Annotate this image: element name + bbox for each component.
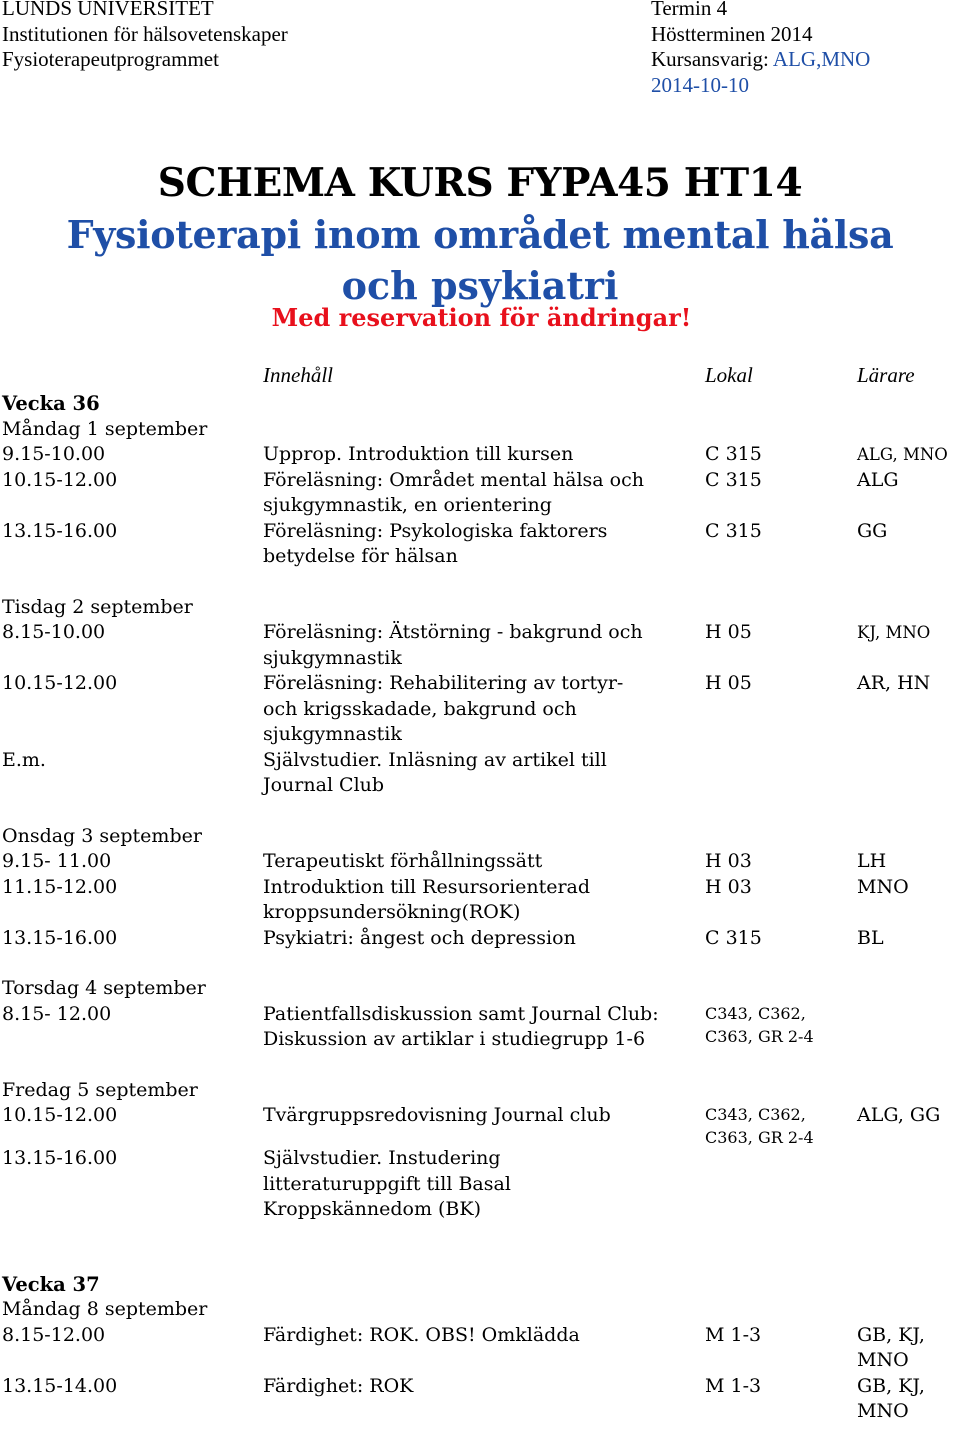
teacher-cell: ALG, MNO (857, 445, 948, 464)
course-responsible-names: ALG,MNO (772, 47, 871, 71)
room-cell (705, 1103, 845, 1149)
content-cell: Föreläsning: Området mental hälsa och sjukgymnastik, en orientering (263, 468, 644, 516)
schedule-row (0, 1002, 960, 1053)
schedule-row (0, 519, 960, 570)
content-cell: Tvärgruppsredovisning Journal club (263, 1104, 611, 1126)
spacer (0, 570, 960, 595)
schedule-row (0, 1146, 960, 1223)
teacher-cell: GB, KJ, MNO (857, 1323, 925, 1371)
room-cell: M 1-3 (705, 1374, 762, 1397)
room-cell: C 315 (705, 443, 762, 465)
time-cell: 13.15-16.00 (2, 926, 118, 949)
time-cell: 9.15-10.00 (2, 443, 106, 465)
schedule-row (0, 1374, 960, 1422)
teacher-cell: GB, KJ, MNO (857, 1374, 925, 1422)
room-cell: H 03 (705, 850, 752, 872)
content-cell: Terapeutiskt förhållningssätt (263, 850, 543, 872)
spacer (0, 1223, 960, 1248)
course-title-line1: Fysioterapi inom området mental hälsa (66, 212, 894, 257)
room-cell-text: C343, C362, C363, GR 2-4 (705, 1003, 814, 1046)
document-date: 2014-10-10 (651, 72, 749, 97)
column-header-room: Lokal (705, 363, 753, 387)
content-cell: Självstudier. Instudering litteraturuppgift till Basal Kroppskännedom (BK) (263, 1147, 511, 1220)
time-cell: 13.15-16.00 (2, 1147, 118, 1169)
course-responsible-label: Kursansvarig: (651, 47, 773, 71)
time-cell: 10.15-12.00 (2, 672, 118, 694)
schedule-row (0, 849, 960, 875)
time-cell: E.m. (2, 748, 46, 771)
course-responsible (651, 47, 870, 73)
day-heading: Måndag 1 september (2, 417, 208, 440)
time-cell: 11.15-12.00 (2, 875, 118, 898)
schedule-row (0, 1323, 960, 1374)
week-heading: Vecka 36 (2, 392, 100, 415)
schedule-row (0, 926, 960, 952)
spacer (0, 799, 960, 824)
content-cell: Upprop. Introduktion till kursen (263, 443, 574, 465)
spacer (0, 1053, 960, 1078)
content-cell: Introduktion till Resursorienterad kroppsundersökning(ROK) (263, 875, 591, 923)
course-title-line2: och psykiatri (341, 263, 619, 308)
day-heading: Torsdag 4 september (2, 977, 206, 999)
teacher-cell: AR, HN (857, 672, 931, 694)
institution-name: Institutionen för hälsovetenskaper (2, 21, 288, 46)
time-cell: 8.15-12.00 (2, 1323, 106, 1346)
schedule-row (0, 468, 960, 519)
teacher-cell: MNO (857, 875, 909, 898)
column-headers (0, 363, 960, 391)
schedule-row (0, 875, 960, 926)
semester: Höstterminen 2014 (651, 21, 813, 46)
schedule-title: SCHEMA KURS FYPA45 HT14 (157, 160, 803, 206)
day-heading: Måndag 8 september (2, 1298, 208, 1320)
teacher-cell: LH (857, 850, 887, 872)
content-cell: Föreläsning: Rehabilitering av tortyr- och krigsskadade, bakgrund och sjukgymnastik (263, 672, 624, 745)
time-cell: 9.15- 11.00 (2, 850, 112, 872)
content-cell: Föreläsning: Psykologiska faktorers betydelse för hälsan (263, 519, 608, 567)
time-cell: 8.15-10.00 (2, 621, 106, 643)
content-cell: Färdighet: ROK. OBS! Omklädda (263, 1323, 580, 1346)
content-cell: Självstudier. Inläsning av artikel till Journal Club (263, 748, 607, 796)
content-cell: Patientfallsdiskussion samt Journal Club: Diskussion av artiklar i studiegrupp 1-6 (263, 1002, 659, 1050)
room-cell: M 1-3 (705, 1323, 762, 1346)
schedule (0, 363, 960, 1422)
program-name: Fysioterapeutprogrammet (2, 47, 219, 71)
room-cell: H 05 (705, 621, 752, 643)
schedule-row (0, 671, 960, 748)
room-cell: C 315 (705, 926, 762, 949)
teacher-cell: ALG (857, 468, 899, 491)
spacer (0, 1248, 960, 1272)
room-cell: H 05 (705, 672, 752, 694)
column-header-teacher: Lärare (857, 363, 915, 387)
room-cell-text: C343, C362, C363, GR 2-4 (705, 1105, 814, 1147)
room-cell (705, 1002, 845, 1048)
time-cell: 13.15-14.00 (2, 1374, 118, 1397)
room-cell: H 03 (705, 875, 752, 898)
teacher-cell: KJ, MNO (857, 623, 931, 642)
content-cell: Färdighet: ROK (263, 1374, 414, 1397)
schedule-row (0, 748, 960, 799)
day-heading: Fredag 5 september (2, 1078, 198, 1101)
university-name: LUNDS UNIVERSITET (2, 0, 214, 20)
term: Termin 4 (651, 0, 728, 20)
course-header (651, 0, 870, 98)
institution-header (2, 0, 288, 73)
column-header-content: Innehåll (263, 363, 333, 387)
title-block (0, 157, 960, 333)
room-cell: C 315 (705, 468, 762, 491)
teacher-cell: GG (857, 519, 888, 542)
schedule-row (0, 442, 960, 468)
time-cell: 13.15-16.00 (2, 519, 118, 542)
time-cell: 8.15- 12.00 (2, 1002, 112, 1025)
teacher-cell: BL (857, 926, 884, 949)
reservation-note: Med reservation för ändringar! (271, 303, 692, 332)
room-cell: C 315 (705, 519, 762, 542)
content-cell: Föreläsning: Ätstörning - bakgrund och sjukgymnastik (263, 621, 643, 669)
schedule-row (0, 1103, 960, 1146)
teacher-cell: ALG, GG (857, 1104, 941, 1126)
schedule-row (0, 620, 960, 671)
spacer (0, 951, 960, 976)
content-cell: Psykiatri: ångest och depression (263, 926, 576, 949)
time-cell: 10.15-12.00 (2, 1104, 118, 1126)
day-heading: Tisdag 2 september (2, 595, 193, 618)
time-cell: 10.15-12.00 (2, 468, 118, 491)
week-heading: Vecka 37 (2, 1272, 100, 1296)
day-heading: Onsdag 3 september (2, 824, 202, 847)
